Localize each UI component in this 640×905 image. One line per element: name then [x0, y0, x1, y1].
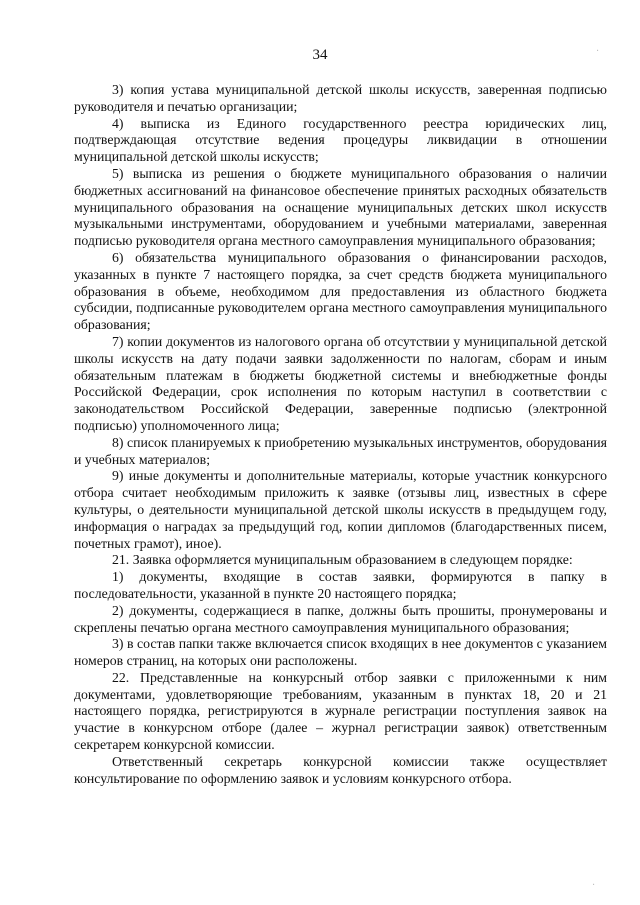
paragraph-item-5: 5) выписка из решения о бюджете муниципального образования о наличии бюджетных ассигнований на финансовое обеспечение принятых расходных обязательств муниципального образования на оснащение муниципальных детских школ искусств музыкальными инструментами, оборудованием и учебными материалами, заверенная подписью руководителя органа местного самоуправления муниципального образования; [74, 165, 607, 249]
paragraph-section-21-item-1: 1) документы, входящие в состав заявки, формируются в папку в последовательности, указанной в пункте 20 настоящего порядка; [74, 569, 607, 601]
scan-mark-top-right: · [596, 46, 600, 57]
paragraph-item-7: 7) копии документов из налогового органа об отсутствии у муниципальной детской школы искусств на дату подачи заявки задолженности по налогам, сборам и иным обязательным платежам в бюджеты бюджетной системы и внебюджетные фонды Российской Федерации, срок исполнения по которым наступил в соответствии с законодательством Российской Федерации, заверенные подписью (электронной подписью) уполномоченного лица; [74, 333, 607, 433]
paragraph-item-6: 6) обязательства муниципального образования о финансировании расходов, указанных в пункте 7 настоящего порядка, за счет средств бюджета муниципального образования в объеме, необходимом для предоставления из областного бюджета субсидии, подписанные руководителем органа местного самоуправления муниципального образования; [74, 249, 607, 333]
paragraph-section-22: 22. Представленные на конкурсный отбор заявки с приложенными к ним документами, удовлетворяющие требованиям, указанным в пунктах 18, 20 и 21 настоящего порядка, регистрируются в журнале регистрации поступления заявок на участие в конкурсном отборе (далее – журнал регистрации заявок) ответственным секретарем конкурсной комиссии. [74, 669, 607, 753]
page-number: 34 [312, 47, 328, 63]
paragraph-item-8: 8) список планируемых к приобретению музыкальных инструментов, оборудования и учебных материалов; [74, 434, 607, 467]
paragraph-item-9: 9) иные документы и дополнительные материалы, которые участник конкурсного отбора считает необходимым приложить к заявке (отзывы лиц, известных в сфере культуры, о деятельности муниципальной детской школы искусств в предыдущем году, информация о наградах за предыдущий год, копии дипломов (благодарственных писем, почетных грамот), иное). [74, 468, 607, 551]
paragraph-section-21-item-2: 2) документы, содержащиеся в папке, должны быть прошиты, пронумерованы и скреплены печатью органа местного самоуправления муниципального образования; [74, 602, 607, 635]
paragraph-item-4: 4) выписка из Единого государственного реестра юридических лиц, подтверждающая отсутствие ведения процедуры ликвидации в отношении муниципальной детской школы искусств; [74, 115, 607, 165]
paragraph-secretary: Ответственный секретарь конкурсной комиссии также осуществляет консультирование по оформлению заявок и условиям конкурсного отбора. [74, 753, 607, 786]
paragraph-section-21-item-3: 3) в состав папки также включается список входящих в нее документов с указанием номеров страниц, на которых они расположены. [74, 636, 607, 669]
scan-mark-bottom-right: · [592, 880, 596, 891]
document-body [74, 82, 607, 787]
paragraph-item-3: 3) копия устава муниципальной детской школы искусств, заверенная подписью руководителя и печатью организации; [74, 82, 607, 114]
paragraph-section-21: 21. Заявка оформляется муниципальным образованием в следующем порядке: [112, 552, 573, 568]
